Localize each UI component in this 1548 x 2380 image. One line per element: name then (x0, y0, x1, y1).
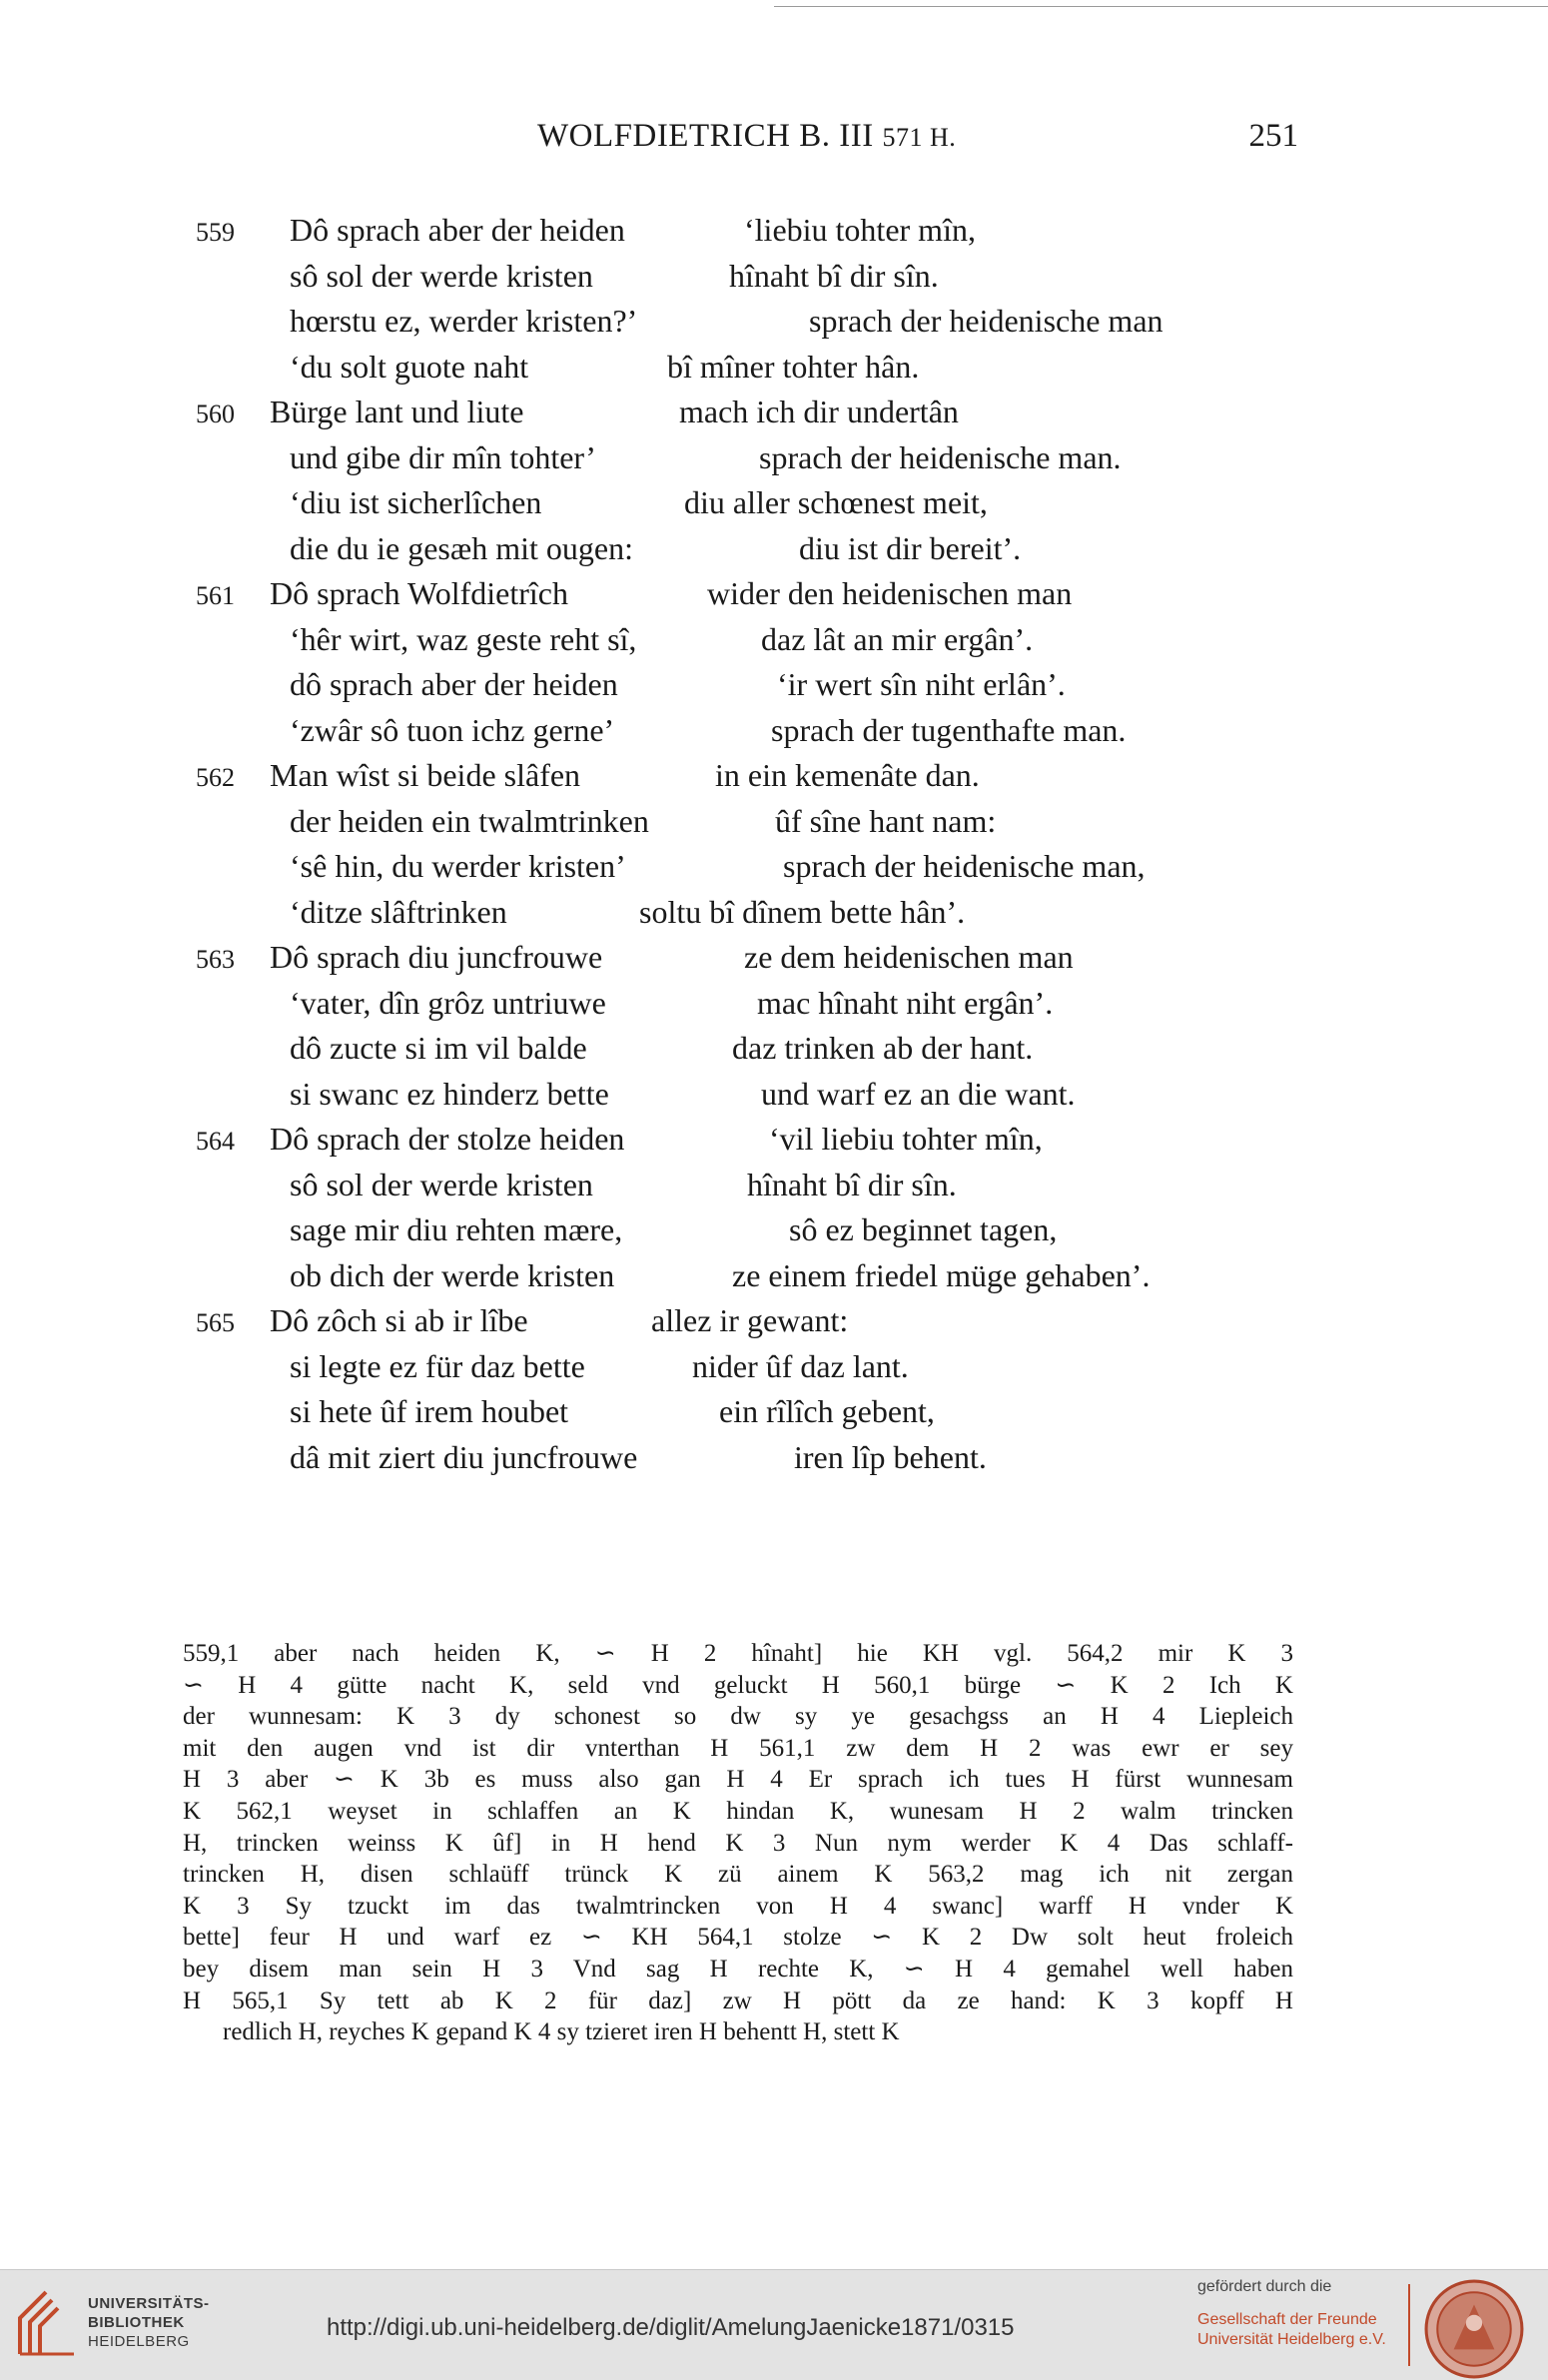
stanza-number: 561 (196, 581, 235, 610)
verse-second-half: sprach der heidenische man. (759, 438, 1122, 475)
verse-second-half: hînaht bî dir sîn. (729, 257, 939, 294)
verse-first-half: sage mir diu rehten mære, (290, 1211, 623, 1247)
verse-first-half: ‘hêr wirt, waz geste reht sî, (290, 620, 637, 657)
verse-second-half: daz trinken ab der hant. (732, 1030, 1034, 1066)
verse-second-half: diu aller schœnest meit, (684, 484, 988, 520)
apparatus-line: bette] feur H und warf ez ∽ KH 564,1 stolze ∽ K 2 Dw solt heut froleich (183, 1924, 1293, 1952)
verse-line (0, 349, 1548, 395)
critical-apparatus (183, 1638, 1293, 2048)
verse-line (0, 1167, 1548, 1212)
stanza-number: 559 (196, 218, 235, 247)
verse-second-half: ‘vil liebiu tohter mîn, (769, 1121, 1043, 1157)
verse-first-half: der heiden ein twalmtrinken (290, 802, 649, 839)
verse-first-half: ‘vater, dîn grôz untriuwe (290, 984, 606, 1021)
verse-line (0, 1393, 1548, 1439)
verse-line (0, 666, 1548, 712)
verse-line (0, 1439, 1548, 1485)
verse-first-half: ‘du solt guote naht (290, 348, 529, 385)
verse-second-half: soltu bî dînem bette hân’. (639, 893, 966, 930)
verse-line (0, 1257, 1548, 1303)
verse-first-half: Bürge lant und liute (270, 394, 524, 429)
verse-first-half: Dô sprach aber der heiden (290, 212, 625, 248)
apparatus-line: H, trincken weinss K ûf] in H hend K 3 Nun nym werder K 4 Das schlaff- (183, 1829, 1293, 1857)
verse-first-half: sô sol der werde kristen (290, 1166, 593, 1202)
verse-line (0, 575, 1548, 621)
verse-second-half: sprach der tugenthafte man. (771, 711, 1127, 748)
verse-first-half: ob dich der werde kristen (290, 1256, 615, 1293)
verse-second-half: nider ûf daz lant. (692, 1347, 909, 1384)
verse-second-half: allez ir gewant: (651, 1302, 849, 1338)
funded-by-label: gefördert durch die (1197, 2278, 1332, 2295)
verse-line (0, 484, 1548, 530)
verse-line (0, 530, 1548, 576)
verse-second-half: sprach der heidenische man, (783, 848, 1146, 884)
apparatus-line: der wunnesam: K 3 dy schonest so dw sy ye gesachgss an H 4 Liepleich (183, 1703, 1293, 1731)
apparatus-line: K 3 Sy tzuckt im das twalmtrincken von H 4 swanc] warff H vnder K (183, 1892, 1293, 1920)
stanza-number: 562 (196, 763, 235, 792)
title-small: 571 H. (882, 123, 957, 152)
footer-bar (0, 2269, 1548, 2380)
verse-line (0, 894, 1548, 940)
apparatus-line: 559,1 aber nach heiden K, ∽ H 2 hînaht] hie KH vgl. 564,2 mir K 3 (183, 1640, 1293, 1667)
library-name (88, 2294, 210, 2351)
verse-first-half: sô sol der werde kristen (290, 257, 593, 294)
verse-first-half: hœrstu ez, werder kristen?’ (290, 303, 638, 339)
apparatus-line: K 562,1 weyset in schlaffen an K hindan K, wunesam H 2 walm trincken (183, 1797, 1293, 1825)
verse-line (0, 985, 1548, 1031)
university-library-logo-icon (16, 2288, 78, 2358)
verse-first-half: ‘sê hin, du werder kristen’ (290, 848, 626, 884)
apparatus-line: redlich H, reyches K gepand K 4 sy tzieret iren H behentt H, stett K (223, 2018, 900, 2046)
verse-second-half: ze einem friedel müge gehaben’. (732, 1256, 1151, 1293)
verse-line (0, 621, 1548, 667)
verse-line (0, 1076, 1548, 1122)
page-number: 251 (1248, 118, 1298, 154)
apparatus-line: H 3 aber ∽ K 3b es muss also gan H 4 Er sprach ich tues H fürst wunnesam (183, 1766, 1293, 1794)
verse-first-half: si hete ûf irem houbet (290, 1393, 569, 1429)
verse-first-half: dô zucte si im vil balde (290, 1030, 587, 1066)
verse-second-half: sprach der heidenische man (809, 303, 1163, 339)
verse-first-half: ‘zwâr sô tuon ichz gerne’ (290, 711, 615, 748)
verse-line (0, 1348, 1548, 1394)
verse-second-half: ‘ir wert sîn niht erlân’. (777, 666, 1066, 702)
verse-line (0, 258, 1548, 304)
apparatus-line: mit den augen vnd ist dir vnterthan H 561,1 zw dem H 2 was ewr er sey (183, 1734, 1293, 1762)
verse-line (0, 1211, 1548, 1257)
verse-second-half: mach ich dir undertân (679, 394, 959, 429)
verse-line (0, 848, 1548, 894)
permalink-url[interactable]: http://digi.ub.uni-heidelberg.de/diglit/AmelungJaenicke1871/0315 (327, 2314, 1015, 2341)
verse-second-half: iren lîp behent. (794, 1438, 987, 1475)
library-name-line2: BIBLIOTHEK (88, 2314, 185, 2331)
verse-first-half: die du ie gesæh mit ougen: (290, 529, 633, 566)
apparatus-line: H 565,1 Sy tett ab K 2 für daz] zw H pött da ze hand: K 3 kopff H (183, 1986, 1293, 2014)
verse-line (0, 1030, 1548, 1076)
verse-first-half: dô sprach aber der heiden (290, 666, 618, 702)
verse-line (0, 939, 1548, 985)
verse-first-half: dâ mit ziert diu juncfrouwe (290, 1438, 638, 1475)
verse-second-half: ein rîlîch gebent, (719, 1393, 935, 1429)
verse-line (0, 439, 1548, 485)
top-rule (774, 6, 1548, 7)
running-title (537, 118, 956, 155)
title-main: WOLFDIETRICH B. III (537, 118, 874, 154)
library-name-line3: HEIDELBERG (88, 2333, 190, 2350)
verse-second-half: bî mîner tohter hân. (667, 348, 920, 385)
verse-second-half: und warf ez an die want. (761, 1075, 1076, 1112)
verse-first-half: Dô sprach Wolfdietrîch (270, 575, 568, 611)
apparatus-line: bey disem man sein H 3 Vnd sag H rechte K, ∽ H 4 gemahel well haben (183, 1955, 1293, 1983)
verse-line (0, 212, 1548, 258)
verse-first-half: ‘diu ist sicherlîchen (290, 484, 542, 520)
society-name (1197, 2310, 1386, 2350)
apparatus-line: ∽ H 4 gütte nacht K, seld vnd geluckt H 560,1 bürge ∽ K 2 Ich K (183, 1671, 1293, 1699)
verse-line (0, 803, 1548, 849)
stanza-number: 565 (196, 1308, 235, 1337)
verse-line (0, 1121, 1548, 1167)
verse-first-half: Dô zôch si ab ir lîbe (270, 1302, 528, 1338)
verse-second-half: diu ist dir bereit’. (799, 529, 1022, 566)
footer-divider (1408, 2284, 1410, 2366)
society-name-line1: Gesellschaft der Freunde (1197, 2311, 1377, 2328)
running-header (0, 118, 1548, 162)
apparatus-line: trincken H, disen schlaüff trünck K zü ainem K 563,2 mag ich nit zergan (183, 1861, 1293, 1889)
verse-first-half: Man wîst si beide slâfen (270, 757, 581, 793)
society-name-line2: Universität Heidelberg e.V. (1197, 2331, 1386, 2348)
university-seal-icon (1423, 2278, 1525, 2380)
stanza-number: 560 (196, 399, 235, 428)
verse-second-half: ‘liebiu tohter mîn, (744, 212, 976, 248)
verse-second-half: sô ez beginnet tagen, (789, 1211, 1058, 1247)
verse-second-half: ûf sîne hant nam: (775, 802, 997, 839)
verse-first-half: Dô sprach diu juncfrouwe (270, 939, 603, 975)
verse-second-half: ze dem heidenischen man (744, 939, 1074, 975)
verse-line (0, 394, 1548, 439)
verse-line (0, 1302, 1548, 1348)
verse-first-half: und gibe dir mîn tohter’ (290, 438, 596, 475)
verse-first-half: si swanc ez hinderz bette (290, 1075, 609, 1112)
verse-second-half: hînaht bî dir sîn. (747, 1166, 957, 1202)
verse-line (0, 303, 1548, 349)
stanza-number: 563 (196, 945, 235, 974)
verse-line (0, 712, 1548, 758)
verse-first-half: si legte ez für daz bette (290, 1347, 585, 1384)
verse-first-half: Dô sprach der stolze heiden (270, 1121, 625, 1157)
verse-line (0, 757, 1548, 803)
verse-second-half: daz lât an mir ergân’. (761, 620, 1034, 657)
verse-second-half: in ein kemenâte dan. (715, 757, 980, 793)
verse-second-half: mac hînaht niht ergân’. (757, 984, 1054, 1021)
verse-text (0, 212, 1548, 1484)
stanza-number: 564 (196, 1127, 235, 1156)
verse-first-half: ‘ditze slâftrinken (290, 893, 507, 930)
library-name-line1: UNIVERSITÄTS- (88, 2295, 210, 2312)
verse-second-half: wider den heidenischen man (707, 575, 1073, 611)
